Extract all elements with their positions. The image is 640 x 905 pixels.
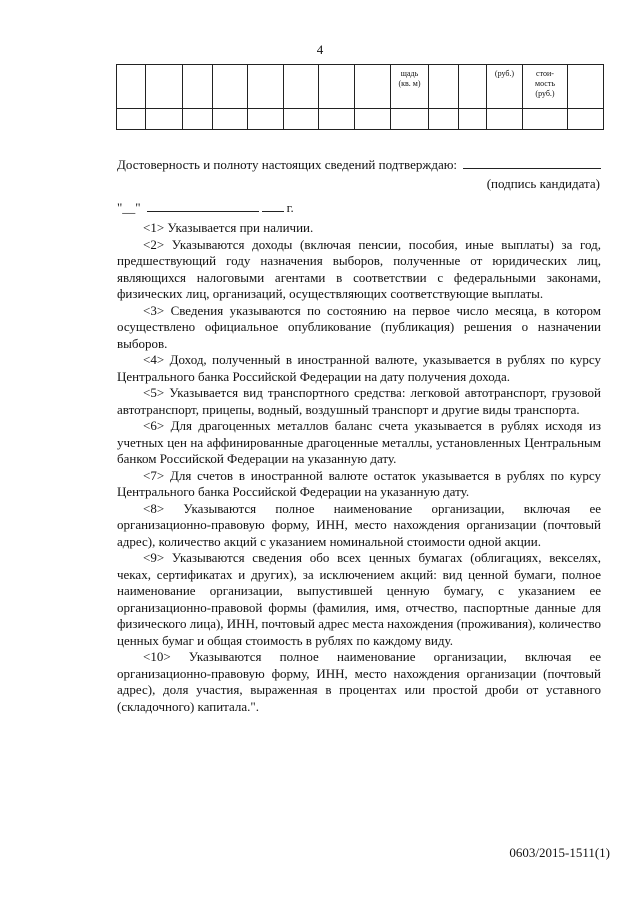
footnote-item: <5> Указывается вид транспортного средства: легковой автотранспорт, грузовой автотранспорт, прицепы, водный, воздушный транспорт и другие виды транспорта. xyxy=(117,385,601,417)
cell-text xyxy=(355,65,390,69)
cell-text xyxy=(146,109,182,113)
cell-text xyxy=(146,65,182,69)
footnote-item: <1> Указывается при наличии. xyxy=(143,220,314,235)
table-cell xyxy=(523,65,568,109)
footnote-item: <9> Указываются сведения обо всех ценных бумагах (облигациях, векселях, чеках, сертификатах и других), за исключением акций: вид ценной бумаги, полное наименование организации, выпустившей ценную бумагу, с указанием ее организационно-правовой формы (фамилия, имя, отчество, паспортные данные для физического лица), ИНН, почтовый адрес места нахождения (проживания), количество ценных бумаг и общая стоимость в рублях по каждому виду. xyxy=(117,550,601,648)
table-cell xyxy=(487,65,523,109)
table-cell xyxy=(355,109,391,130)
cell-text: стои- мость (руб.) xyxy=(535,69,555,98)
table-cell xyxy=(429,65,459,109)
cell-text xyxy=(459,109,486,113)
cell-text xyxy=(319,109,354,113)
cell-text xyxy=(213,109,247,113)
signature-caption: (подпись кандидата) xyxy=(486,176,600,191)
confirmation-block xyxy=(117,156,604,216)
date-year-suffix: г. xyxy=(286,200,294,215)
document-code: 0603/2015-1511(1) xyxy=(509,845,610,860)
table-cell xyxy=(213,65,248,109)
cell-text: щадь (кв. м) xyxy=(398,69,421,88)
table-cell xyxy=(284,109,319,130)
cell-text xyxy=(248,65,283,69)
cell-text xyxy=(568,65,603,69)
table-cell xyxy=(248,109,284,130)
cell-text xyxy=(391,109,428,113)
cell-text xyxy=(284,65,318,69)
table-cell xyxy=(146,109,183,130)
cell-text xyxy=(117,109,145,113)
cell-text: (руб.) xyxy=(494,69,515,78)
cell-text xyxy=(523,109,567,113)
footnote-item: <4> Доход, полученный в иностранной валюте, указывается в рублях по курсу Центрального банка Российской Федерации на дату получения дохода. xyxy=(117,352,601,384)
property-table xyxy=(116,64,604,130)
table-cell xyxy=(568,65,604,109)
cell-text xyxy=(213,65,247,69)
confirmation-text: Достоверность и полноту настоящих сведений подтверждаю: xyxy=(117,157,458,172)
table-cell xyxy=(319,109,355,130)
footnote-item: <6> Для драгоценных металлов баланс счета указывается в рублях исходя из учетных цен на аффинированные драгоценные металлы, установленных Центральным банком Российской Федерации на указанную дату. xyxy=(117,418,601,466)
table-cell xyxy=(523,109,568,130)
date-month-blank xyxy=(147,201,259,212)
footnote-item: <8> Указываются полное наименование организации, включая ее организационно-правовую форму, ИНН, место нахождения организации (почтовый адрес), количество акций с указанием номинальной стоимости одной акции. xyxy=(117,500,601,549)
table-cell xyxy=(487,109,523,130)
date-year-blank xyxy=(262,201,284,212)
table-cell xyxy=(391,65,429,109)
table-cell xyxy=(284,65,319,109)
table-cell xyxy=(183,65,213,109)
date-day: "__" xyxy=(117,200,141,215)
table-cell xyxy=(355,65,391,109)
table-cell xyxy=(391,109,429,130)
table-cell xyxy=(183,109,213,130)
table-cell xyxy=(146,65,183,109)
table-cell xyxy=(319,65,355,109)
cell-text xyxy=(284,109,318,113)
table-cell xyxy=(459,109,487,130)
cell-text xyxy=(459,65,486,69)
table-cell xyxy=(568,109,604,130)
table-cell xyxy=(248,65,284,109)
table-cell xyxy=(459,65,487,109)
date-line xyxy=(117,200,604,216)
page-number: 4 xyxy=(316,42,324,57)
cell-text xyxy=(248,109,283,113)
cell-text xyxy=(183,65,212,69)
footnote-item: <3> Сведения указываются по состоянию на первое число месяца, в котором осуществлено официальное опубликование (публикация) решения о назначении выборов. xyxy=(117,302,601,351)
footnote-item: <7> Для счетов в иностранной валюте остаток указывается в рублях по курсу Центрального банка Российской Федерации на указанную дату. xyxy=(117,467,601,499)
cell-text xyxy=(487,109,522,113)
footnotes xyxy=(117,220,601,715)
table-row xyxy=(117,109,604,130)
cell-text xyxy=(319,65,354,69)
table-cell xyxy=(117,109,146,130)
cell-text xyxy=(429,65,458,69)
cell-text xyxy=(183,109,212,113)
footnote-item: <10> Указываются полное наименование организации, включая ее организационно-правовую форму, ИНН, место нахождения организации (почтовый адрес), доля участия, выраженная в процентах или простой дроби от уставного (складочного) капитала.". xyxy=(117,649,601,714)
cell-text xyxy=(568,109,603,113)
table-cell xyxy=(117,65,146,109)
cell-text xyxy=(355,109,390,113)
cell-text xyxy=(117,65,145,69)
table-cell xyxy=(213,109,248,130)
table-header-row xyxy=(117,65,604,109)
table-cell xyxy=(429,109,459,130)
signature-line xyxy=(463,156,601,169)
cell-text xyxy=(429,109,458,113)
footnote-item: <2> Указываются доходы (включая пенсии, пособия, иные выплаты) за год, предшествующий году назначения выборов, полученные от юридических лиц, являющихся налоговыми агентами в соответствии с федеральными законами, физических лиц, организаций, осуществляющих соответствующие выплаты. xyxy=(117,236,601,301)
